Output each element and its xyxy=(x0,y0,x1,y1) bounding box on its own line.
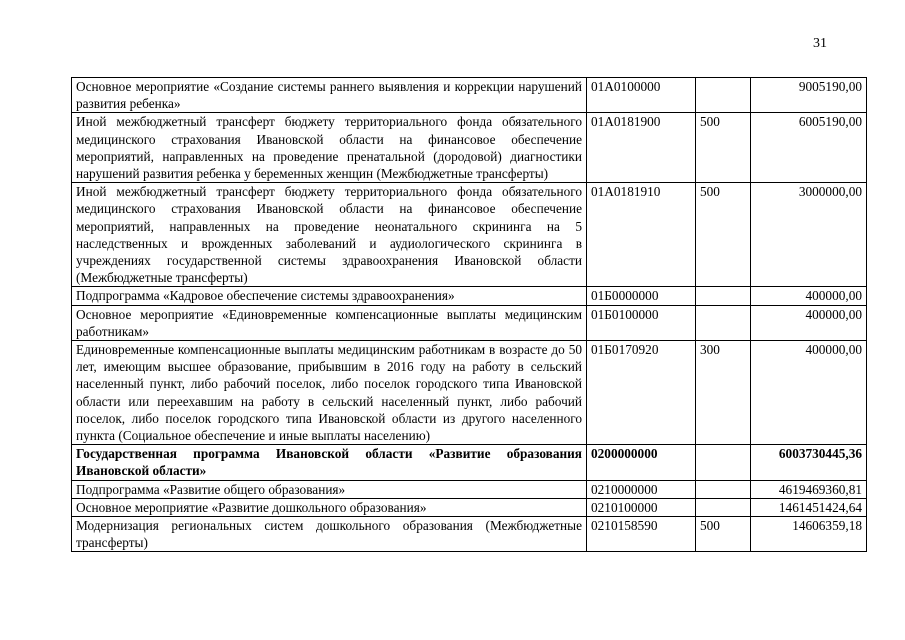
row-code-cell: 01А0100000 xyxy=(587,78,696,113)
table-row xyxy=(72,113,867,183)
row-amount-cell: 9005190,00 xyxy=(751,78,867,113)
table-row xyxy=(72,183,867,287)
row-name-cell: Основное мероприятие «Единовременные компенсационные выплаты медицинским работникам» xyxy=(72,305,587,340)
budget-table-body xyxy=(72,78,867,552)
row-name-cell: Основное мероприятие «Развитие дошкольного образования» xyxy=(72,498,587,516)
row-name-cell: Государственная программа Ивановской области «Развитие образования Ивановской области» xyxy=(72,445,587,480)
row-code-cell: 0210158590 xyxy=(587,517,696,552)
table-row xyxy=(72,480,867,498)
row-amount-cell: 3000000,00 xyxy=(751,183,867,287)
row-expense-type-cell xyxy=(696,480,751,498)
row-amount-cell: 14606359,18 xyxy=(751,517,867,552)
row-amount-cell: 400000,00 xyxy=(751,287,867,305)
table-row xyxy=(72,78,867,113)
row-amount-cell: 6003730445,36 xyxy=(751,445,867,480)
row-expense-type-cell xyxy=(696,78,751,113)
row-name-cell: Иной межбюджетный трансферт бюджету территориального фонда обязательного медицинского страхования Ивановской области на финансовое обеспечение мероприятий, направленных на проведение пренатальной (дородовой) диагностики нарушений развития ребенка у беременных женщин (Межбюджетные трансферты) xyxy=(72,113,587,183)
row-expense-type-cell xyxy=(696,305,751,340)
row-expense-type-cell: 300 xyxy=(696,341,751,445)
row-name-cell: Подпрограмма «Развитие общего образования» xyxy=(72,480,587,498)
row-code-cell: 01Б0100000 xyxy=(587,305,696,340)
row-code-cell: 01А0181910 xyxy=(587,183,696,287)
row-amount-cell: 400000,00 xyxy=(751,305,867,340)
row-code-cell: 01Б0000000 xyxy=(587,287,696,305)
table-row xyxy=(72,498,867,516)
row-code-cell: 0210100000 xyxy=(587,498,696,516)
table-row xyxy=(72,517,867,552)
row-name-cell: Иной межбюджетный трансферт бюджету территориального фонда обязательного медицинского страхования Ивановской области на финансовое обеспечение мероприятий, направленных на проведение неонатального скрининга на 5 наследственных и врожденных заболеваний и аудиологического скрининга в учреждениях государственной системы здравоохранения Ивановской области (Межбюджетные трансферты) xyxy=(72,183,587,287)
row-name-cell: Основное мероприятие «Создание системы раннего выявления и коррекции нарушений развития ребенка» xyxy=(72,78,587,113)
row-code-cell: 0200000000 xyxy=(587,445,696,480)
row-name-cell: Единовременные компенсационные выплаты медицинским работникам в возрасте до 50 лет, имеющим высшее образование, прибывшим в 2016 году на работу в сельский населенный пункт, либо рабочий поселок, либо поселок городского типа Ивановской области или переехавшим на работу в сельский населенный пункт, либо рабочий поселок, либо поселок городского типа Ивановской области из другого населенного пункта (Социальное обеспечение и иные выплаты населению) xyxy=(72,341,587,445)
row-amount-cell: 6005190,00 xyxy=(751,113,867,183)
table-row xyxy=(72,341,867,445)
table-row xyxy=(72,305,867,340)
table-row xyxy=(72,287,867,305)
row-amount-cell: 1461451424,64 xyxy=(751,498,867,516)
row-expense-type-cell xyxy=(696,445,751,480)
row-expense-type-cell: 500 xyxy=(696,183,751,287)
row-name-cell: Подпрограмма «Кадровое обеспечение системы здравоохранения» xyxy=(72,287,587,305)
page-number: 31 xyxy=(813,36,827,51)
row-code-cell: 01Б0170920 xyxy=(587,341,696,445)
row-code-cell: 01А0181900 xyxy=(587,113,696,183)
row-expense-type-cell: 500 xyxy=(696,517,751,552)
row-amount-cell: 4619469360,81 xyxy=(751,480,867,498)
row-expense-type-cell xyxy=(696,498,751,516)
row-amount-cell: 400000,00 xyxy=(751,341,867,445)
row-expense-type-cell xyxy=(696,287,751,305)
row-name-cell: Модернизация региональных систем дошкольного образования (Межбюджетные трансферты) xyxy=(72,517,587,552)
row-expense-type-cell: 500 xyxy=(696,113,751,183)
row-code-cell: 0210000000 xyxy=(587,480,696,498)
budget-table xyxy=(71,77,867,552)
table-row xyxy=(72,445,867,480)
